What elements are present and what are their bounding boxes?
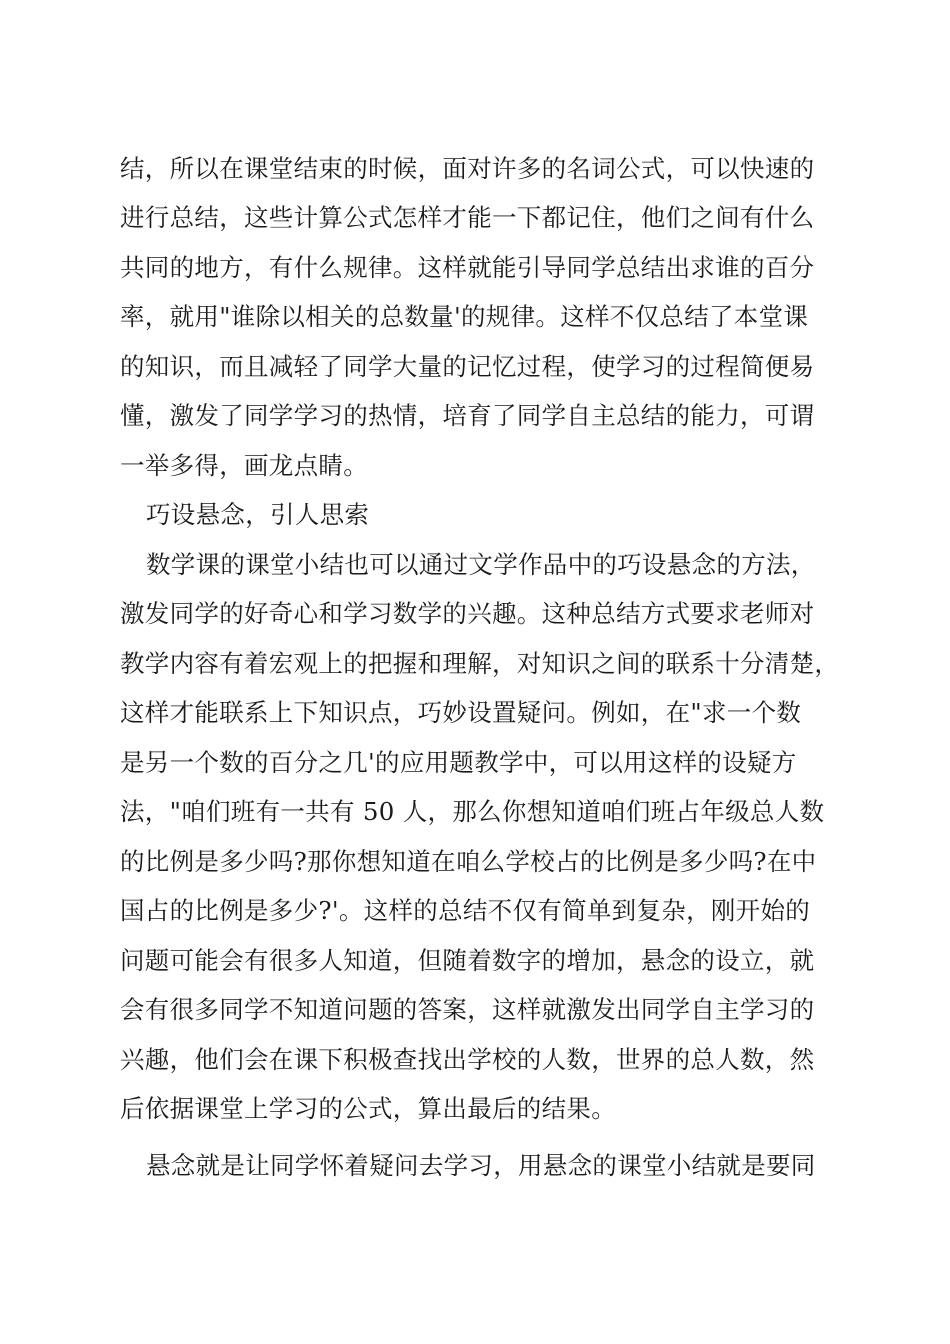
text-line: 法，"咱们班有一共有 50 人，那么你想知道咱们班占年级总人数 (120, 797, 825, 826)
text-line: 进行总结，这些计算公式怎样才能一下都记住，他们之间有什么 (120, 203, 815, 232)
text-line: 激发同学的好奇心和学习数学的兴趣。这种总结方式要求老师对 (120, 599, 815, 628)
text-line: 的知识，而且减轻了同学大量的记忆过程，使学习的过程简便易 (120, 352, 815, 381)
text-line: 共同的地方，有什么规律。这样就能引导同学总结出求谁的百分 (120, 253, 815, 282)
text-line: 的比例是多少吗?那你想知道在咱么学校占的比例是多少吗?在中 (120, 847, 817, 876)
text-line: 问题可能会有很多人知道，但随着数字的增加，悬念的设立，就 (120, 946, 815, 975)
text-line: 兴趣，他们会在课下积极查找出学校的人数，世界的总人数，然 (120, 1045, 815, 1074)
text-line: 后依据课堂上学习的公式，算出最后的结果。 (120, 1094, 616, 1123)
section-heading: 巧设悬念，引人思索 (146, 500, 370, 529)
text-line: 会有很多同学不知道问题的答案，这样就激发出同学自主学习的 (120, 995, 815, 1024)
text-line: 懂，激发了同学学习的热情，培育了同学自主总结的能力，可谓 (120, 401, 815, 430)
text-line: 率，就用"谁除以相关的总数量'的规律。这样不仅总结了本堂课 (120, 302, 809, 331)
text-line: 结，所以在课堂结束的时候，面对许多的名词公式，可以快速的 (120, 154, 815, 183)
text-line: 数学课的课堂小结也可以通过文学作品中的巧设悬念的方法， (146, 550, 816, 579)
text-line: 是另一个数的百分之几'的应用题教学中，可以用这样的设疑方 (120, 748, 797, 777)
text-line: 教学内容有着宏观上的把握和理解，对知识之间的联系十分清楚， (120, 649, 840, 678)
text-line: 悬念就是让同学怀着疑问去学习，用悬念的课堂小结就是要同 (146, 1151, 816, 1180)
text-line: 这样才能联系上下知识点，巧妙设置疑问。例如，在"求一个数 (120, 698, 802, 727)
text-line: 一举多得，画龙点睛。 (120, 451, 368, 480)
text-line: 国占的比例是多少?'。这样的总结不仅有简单到复杂，刚开始的 (120, 896, 811, 925)
